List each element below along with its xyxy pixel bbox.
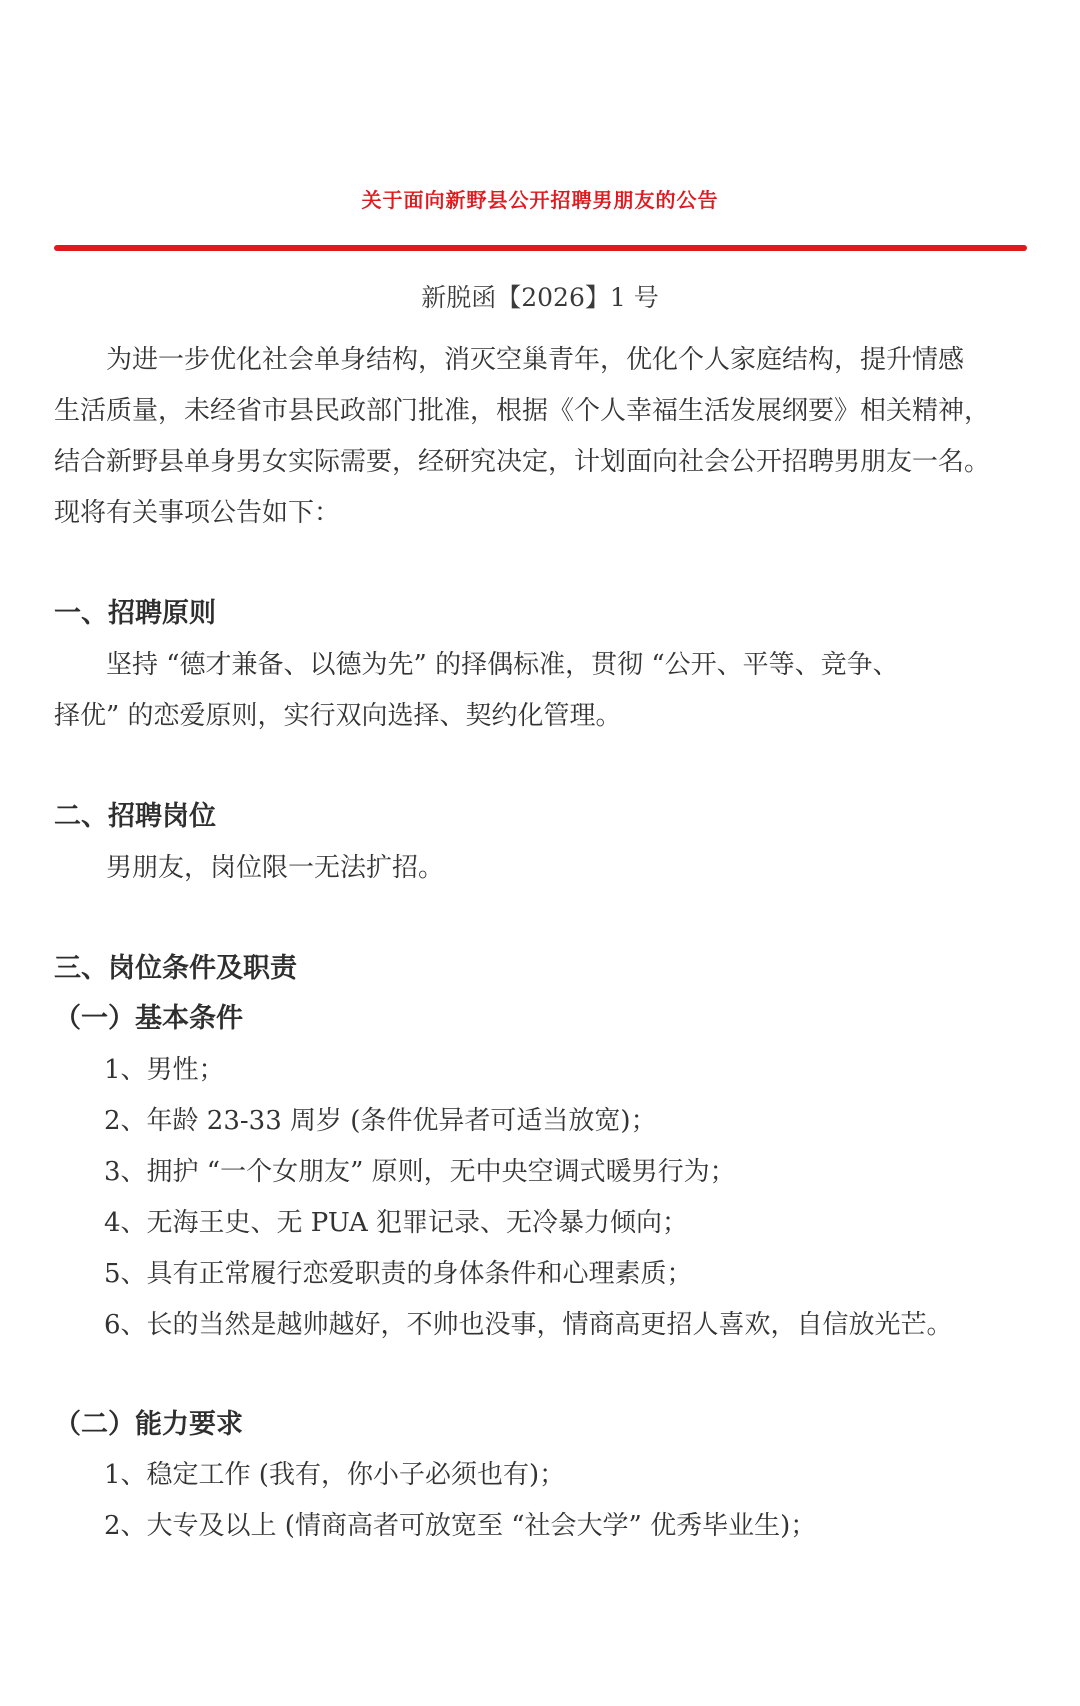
position-line: 男朋友，岗位限一无法扩招。 — [106, 853, 445, 883]
principles-line: 择优” 的恋爱原则，实行双向选择、契约化管理。 — [54, 701, 622, 731]
basic-condition-item: 6、长的当然是越帅越好，不帅也没事，情商高更招人喜欢，自信放光芒。 — [104, 1310, 953, 1340]
subsection-heading-basic: （一）基本条件 — [54, 1003, 243, 1034]
intro-line: 生活质量，未经省市县民政部门批准，根据《个人幸福生活发展纲要》相关精神， — [54, 396, 991, 426]
section-heading-principles: 一、招聘原则 — [54, 598, 216, 629]
basic-condition-item: 5、具有正常履行恋爱职责的身体条件和心理素质； — [104, 1259, 693, 1289]
intro-line: 结合新野县单身男女实际需要，经研究决定，计划面向社会公开招聘男朋友一名。 — [54, 447, 991, 477]
basic-condition-item: 2、年龄 23-33 周岁 (条件优异者可适当放宽)； — [104, 1106, 657, 1136]
section-heading-conditions: 三、岗位条件及职责 — [54, 953, 297, 984]
ability-item: 1、稳定工作 (我有，你小子必须也有)； — [104, 1460, 566, 1490]
basic-condition-item: 1、男性； — [104, 1055, 225, 1085]
subsection-heading-ability: （二）能力要求 — [54, 1409, 243, 1440]
basic-condition-item: 4、无海王史、无 PUA 犯罪记录、无冷暴力倾向； — [104, 1208, 688, 1238]
intro-line: 为进一步优化社会单身结构，消灭空巢青年，优化个人家庭结构，提升情感 — [106, 345, 965, 375]
ability-item: 2、大专及以上 (情商高者可放宽至 “社会大学” 优秀毕业生)； — [104, 1511, 817, 1541]
title-red-rule — [54, 245, 1027, 251]
document-title: 关于面向新野县公开招聘男朋友的公告 — [361, 188, 719, 212]
document-number: 新脱函【2026】1 号 — [421, 283, 659, 312]
section-heading-position: 二、招聘岗位 — [54, 801, 216, 832]
principles-line: 坚持 “德才兼备、以德为先” 的择偶标准，贯彻 “公开、平等、竞争、 — [106, 650, 899, 680]
intro-line: 现将有关事项公告如下： — [54, 498, 341, 528]
basic-condition-item: 3、拥护 “一个女朋友” 原则，无中央空调式暖男行为； — [104, 1157, 736, 1187]
